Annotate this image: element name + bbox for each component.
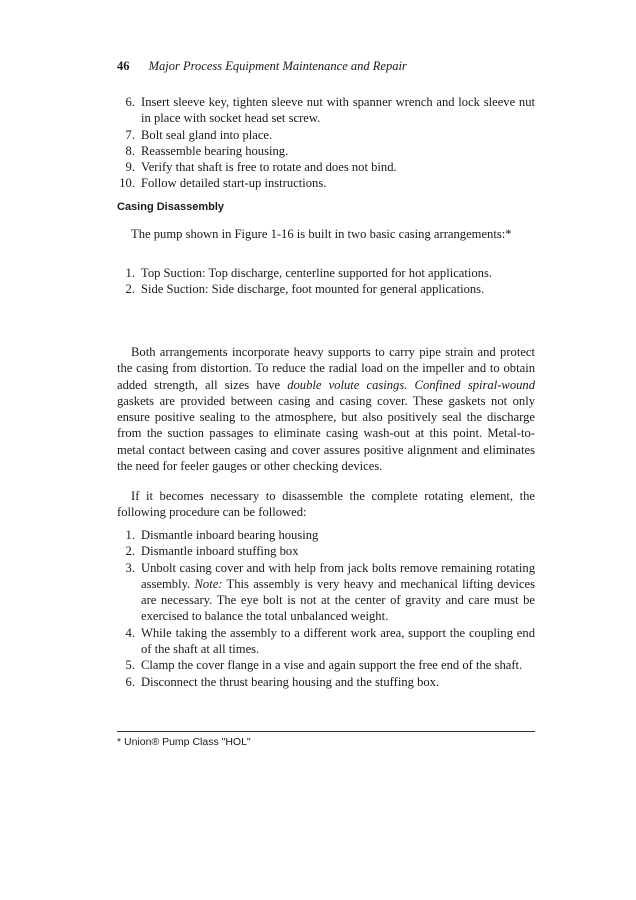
list-item-text: While taking the assembly to a different work area, support the coupling end of the shaft at all times. <box>141 625 535 657</box>
list-item-number: 8. <box>125 143 135 158</box>
list-item <box>117 674 535 690</box>
list-item-text: Reassemble bearing housing. <box>141 143 289 158</box>
list-item <box>117 159 535 175</box>
list-item-text: Unbolt casing cover and with help from jack bolts remove remaining rotating assembly. <box>141 560 535 591</box>
list-item-text: Dismantle inboard bearing housing <box>141 528 319 542</box>
paragraph-text: Both arrangements incorporate heavy supports to carry pipe strain and protect the casing from distortion. To reduce the radial load on the impeller and to obtain added strength, all sizes have <box>117 345 535 392</box>
list-item-number: 2. <box>125 544 135 559</box>
list-item <box>117 175 535 191</box>
list-item-number: 1. <box>125 266 135 280</box>
procedure-list <box>117 527 535 690</box>
list-item <box>117 657 535 673</box>
list-item-number: 7. <box>125 127 135 142</box>
list-item-number: 6. <box>125 95 135 109</box>
list-item-number: 5. <box>125 658 135 673</box>
footnote: * Union® Pump Class "HOL" <box>117 736 251 748</box>
emphasis-text: Confined spiral-wound <box>414 377 536 392</box>
list-item-number: 9. <box>125 160 135 175</box>
body-paragraph: If it becomes necessary to disassemble the complete rotating element, the following procedure can be followed: <box>117 489 535 520</box>
list-item-text: Clamp the cover flange in a vise and again support the free end of the shaft. <box>141 658 523 673</box>
list-item <box>117 265 535 281</box>
list-item-text: Verify that shaft is free to rotate and does not bind. <box>141 160 397 175</box>
list-item <box>117 543 535 559</box>
list-item-number: 2. <box>125 282 135 297</box>
list-item-number: 3. <box>125 560 135 575</box>
list-item-text: Side Suction: Side discharge, foot mounted for general applications. <box>141 282 485 297</box>
list-item-text: Dismantle inboard stuffing box <box>141 544 299 559</box>
list-item <box>117 281 535 297</box>
steps-continued-list <box>117 94 535 192</box>
section-heading: Casing Disassembly <box>117 201 224 213</box>
list-item-text: Disconnect the thrust bearing housing and the stuffing box. <box>141 674 440 689</box>
arrangements-list <box>117 265 535 298</box>
list-item <box>117 143 535 159</box>
footnote-divider <box>117 731 535 732</box>
list-item-text: Insert sleeve key, tighten sleeve nut with spanner wrench and lock sleeve nut in place with socket head set screw. <box>141 95 535 126</box>
list-item-number: 4. <box>125 625 135 640</box>
paragraph-text: gaskets are provided between casing and casing cover. These gaskets not only ensure positive sealing to the atmosphere, but also positively seal the discharge from the suction passages to eliminate casing wash-out at this point. Metal-to-metal contact between casing and cover assures positive alignment and eliminates the need for feeler gauges or other checking devices. <box>117 393 535 474</box>
list-item-text: Follow detailed start-up instructions. <box>141 176 327 191</box>
list-item <box>117 127 535 143</box>
list-item-text: Top Suction: Top discharge, centerline supported for hot applications. <box>141 266 493 280</box>
list-item <box>117 94 535 127</box>
running-title: Major Process Equipment Maintenance and Repair <box>148 59 407 73</box>
page-header <box>117 59 407 74</box>
page-number: 46 <box>117 59 130 73</box>
list-item-number: 6. <box>125 674 135 689</box>
list-item-number: 1. <box>125 528 135 542</box>
list-item <box>117 625 535 658</box>
list-item-number: 10. <box>119 176 135 191</box>
intro-paragraph: The pump shown in Figure 1-16 is built in two basic casing arrangements:* <box>131 227 512 241</box>
list-item <box>117 560 535 625</box>
note-text: This assembly is very heavy and mechanical lifting devices are necessary. The eye bolt is not at the center of gravity and care must be exercised to balance the total unbalanced weight. <box>141 576 536 624</box>
emphasis-text: double volute casings. <box>287 377 408 392</box>
body-paragraph <box>117 344 535 474</box>
note-label: Note: <box>194 576 223 591</box>
list-item-text: Bolt seal gland into place. <box>141 127 273 142</box>
list-item <box>117 527 535 543</box>
